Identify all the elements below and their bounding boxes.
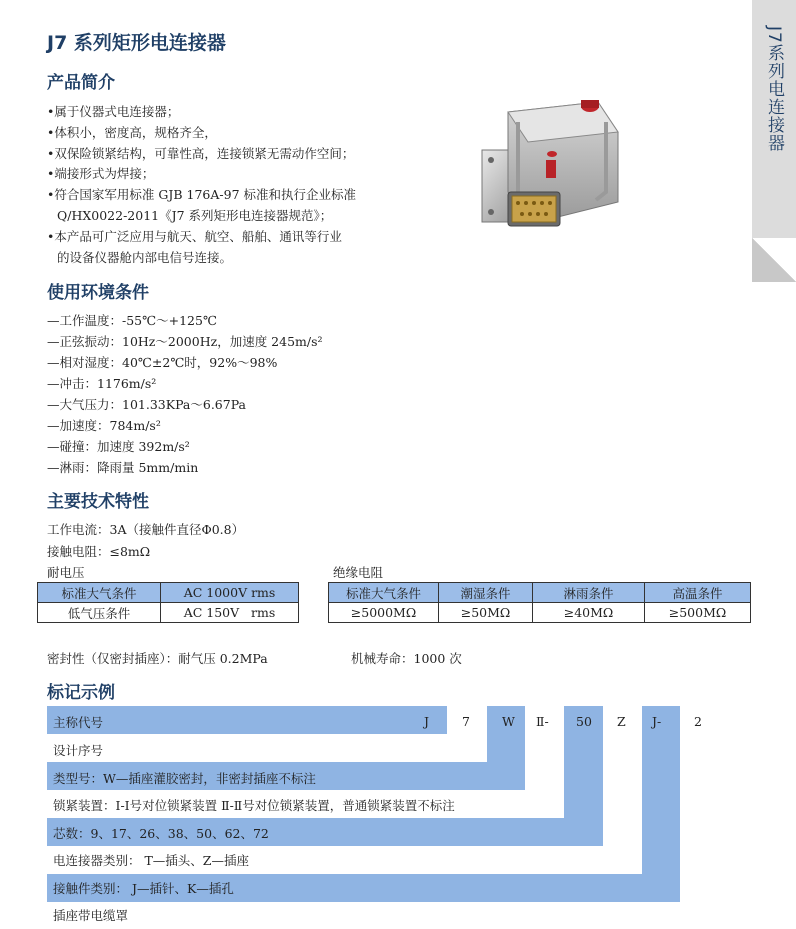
table-row [329,583,751,603]
main-label: 主称代号 [53,715,104,730]
withstand-label: 耐电压 [47,565,85,580]
env-item: —冲击：1176m/s² [47,376,157,391]
marking-diagram [47,706,747,926]
table-cell: 淋雨条件 [533,583,645,603]
mechanical-life: 机械寿命：1000 次 [351,651,462,666]
intro-heading: 产品简介 [47,73,115,93]
table-cell: AC 150V rms [161,603,299,623]
code-part: 50 [576,714,592,729]
code-part: 2 [694,714,702,729]
marking-row: 芯数：9、17、26、38、50、62、72 [53,826,269,841]
table-cell: ≥40MΩ [533,603,645,623]
marking-row: 设计序号 [53,743,104,758]
env-heading: 使用环境条件 [47,283,149,303]
table-cell: 标准大气条件 [38,583,161,603]
bullet-item: •体积小，密度高，规格齐全， [47,124,217,140]
working-current: 工作电流：3A（接触件直径Φ0.8） [47,522,245,537]
withstand-table [37,582,299,623]
bullet-item: •端接形式为焊接； [47,166,155,182]
table-cell: ≥5000MΩ [329,603,439,623]
table-cell: 标准大气条件 [329,583,439,603]
env-item: —工作温度：-55℃～+125℃ [47,313,217,328]
side-tab-fold [752,238,796,282]
code-part: Ⅱ- [536,714,549,729]
marking-heading: 标记示例 [47,683,115,703]
side-tab-text: J7系列电连接器 [764,26,784,152]
env-item: —大气压力：101.33KPa～6.67Pa [47,397,247,412]
table-cell: ≥500MΩ [645,603,751,623]
page-title: J7 系列矩形电连接器 [47,32,226,54]
intro-bullets [47,102,427,268]
contact-resistance: 接触电阻：≤8mΩ [47,544,151,559]
env-item: —相对湿度：40℃±2℃时，92%～98% [47,355,278,370]
table-cell: ≥50MΩ [439,603,533,623]
connector-photo [478,92,626,242]
code-part: 7 [462,714,470,729]
bullet-item: •符合国家军用标准 GJB 176A-97 标准和执行企业标准 [47,187,356,203]
table-row [38,603,299,623]
code-part: W [502,714,515,729]
marking-row: 插座带电缆罩 [53,908,129,923]
table-cell: AC 1000V rms [161,583,299,603]
env-list [47,310,323,478]
table-cell: 潮湿条件 [439,583,533,603]
table-cell: 低气压条件 [38,603,161,623]
code-part: J- [652,714,662,729]
marking-row: 接触件类别： J—插针、K—插孔 [53,881,234,896]
code-part: Z [617,714,626,729]
table-cell: 高温条件 [645,583,751,603]
env-item: —碰撞：加速度 392m/s² [47,439,190,454]
bullet-item: •属于仪器式电连接器； [47,104,180,119]
env-item: —加速度：784m/s² [47,418,161,433]
bullet-item: •双保险锁紧结构，可靠性高，连接锁紧无需动作空间； [47,145,355,161]
code-part: J [424,714,430,729]
marking-row: 电连接器类别： T—插头、Z—插座 [53,853,249,868]
table-row [38,583,299,603]
bullet-item: Q/HX0022-2011《J7 系列矩形电连接器规范》； [57,207,333,223]
seal-spec: 密封性（仅密封插座）：耐气压 0.2MPa [47,651,268,666]
bullet-item: •本产品可广泛应用与航天、航空、船舶、通讯等行业 [47,228,342,244]
tech-heading: 主要技术特性 [47,492,149,512]
bullet-item: 的设备仪器舱内部电信号连接。 [57,249,233,265]
marking-row: 锁紧装置：Ⅰ-Ⅰ号对位锁紧装置 Ⅱ-Ⅱ号对位锁紧装置，普通锁紧装置不标注 [53,798,455,813]
env-item: —淋雨：降雨量 5mm/min [47,460,199,475]
highlight-bar [47,706,447,734]
highlight-column [642,706,680,902]
insulation-table [328,582,751,623]
insulation-label: 绝缘电阻 [333,565,384,580]
table-row [329,603,751,623]
env-item: —正弦振动：10Hz～2000Hz，加速度 245m/s² [47,334,323,349]
marking-row: 类型号：W—插座灌胶密封，非密封插座不标注 [53,771,316,786]
